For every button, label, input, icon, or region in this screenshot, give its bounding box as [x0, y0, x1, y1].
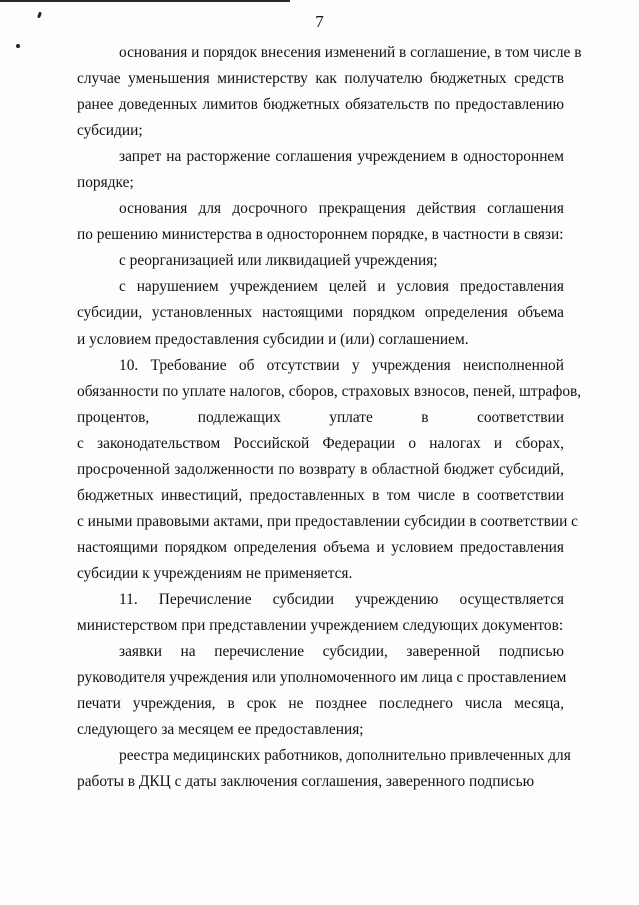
text-line: просроченной задолженности по возврату в областной бюджет субсидий,	[77, 460, 564, 478]
text-line: работы в ДКЦ с даты заключения соглашения, заверенного подписью	[77, 773, 535, 791]
scan-speck	[16, 44, 20, 48]
paragraph	[77, 587, 564, 639]
text-line: руководителя учреждения или уполномоченного им лица с проставлением	[77, 669, 567, 687]
text-line: ранее доведенных лимитов бюджетных обязательств по предоставлению	[77, 96, 564, 114]
paragraph	[77, 743, 571, 795]
text-line: обязанности по уплате налогов, сборов, страховых взносов, пеней, штрафов,	[77, 382, 582, 400]
paragraph	[77, 274, 564, 352]
text-line: субсидии, установленных настоящими порядком определения объема	[77, 304, 564, 322]
paragraph	[77, 196, 564, 248]
text-line: с реорганизацией или ликвидацией учреждения;	[119, 252, 438, 270]
page-number: 7	[315, 12, 324, 31]
text-line: субсидии;	[77, 122, 143, 140]
text-line: реестра медицинских работников, дополнительно привлеченных для	[119, 747, 571, 765]
text-line: и условием предоставления субсидии и (или) соглашением.	[77, 330, 469, 348]
text-line: порядке;	[77, 174, 134, 192]
text-line: субсидии к учреждениям не применяется.	[77, 564, 353, 582]
text-line: запрет на расторжение соглашения учреждением в одностороннем	[119, 148, 564, 166]
paragraph	[77, 639, 567, 743]
paragraph	[77, 353, 582, 587]
paragraph	[77, 248, 564, 274]
text-line: бюджетных инвестиций, предоставленных в том числе в соответствии	[77, 486, 564, 504]
text-line: 10. Требование об отсутствии у учреждения неисполненной	[119, 356, 564, 374]
paragraph	[77, 144, 564, 196]
text-line: основания для досрочного прекращения действия соглашения	[119, 200, 564, 218]
text-line: с законодательством Российской Федерации о налогах и сборах,	[77, 434, 564, 452]
text-line: настоящими порядком определения объема и условием предоставления	[77, 538, 564, 556]
text-line: основания и порядок внесения изменений в соглашение, в том числе в	[119, 44, 582, 61]
paragraph	[77, 40, 582, 144]
scan-top-edge	[0, 0, 290, 2]
text-line: заявки на перечисление субсидии, заверенной подписью	[119, 643, 564, 661]
text-line: по решению министерства в одностороннем порядке, в частности в связи:	[77, 226, 564, 244]
text-line: министерством при представлении учреждением следующих документов:	[77, 617, 564, 635]
text-line: 11. Перечисление субсидии учреждению осуществляется	[119, 590, 564, 608]
text-line: следующего за месяцем ее предоставления;	[77, 721, 364, 739]
text-line: процентов, подлежащих уплате в соответствии	[77, 408, 564, 426]
document-body	[77, 40, 582, 795]
text-line: с иными правовыми актами, при предоставлении субсидии в соответствии с	[77, 512, 579, 530]
text-line: печати учреждения, в срок не позднее последнего числа месяца,	[77, 695, 564, 713]
text-line: случае уменьшения министерству как получателю бюджетных средств	[77, 70, 564, 88]
text-line: с нарушением учреждением целей и условия предоставления	[119, 278, 564, 296]
